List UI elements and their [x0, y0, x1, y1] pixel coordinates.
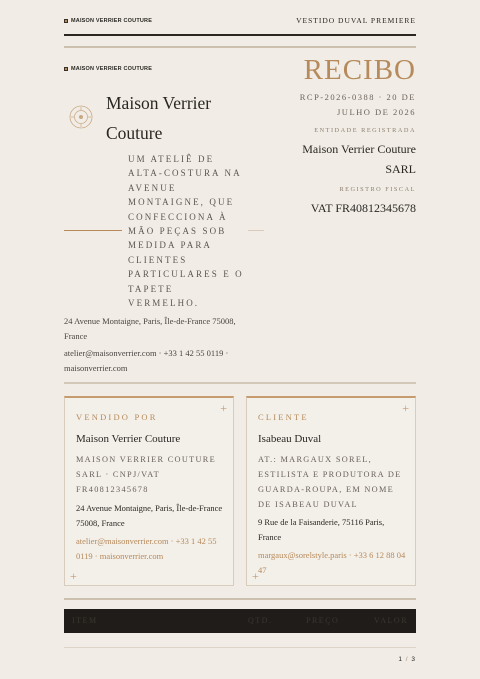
- page-current: 1: [398, 656, 403, 663]
- seller-contact[interactable]: atelier@maisonverrier.com · +33 1 42 55 0119 · maisonverrier.com: [76, 536, 217, 561]
- page-total: 3: [411, 656, 416, 663]
- client-contact[interactable]: margaux@sorelstyle.paris · +33 6 12 88 04 47: [258, 550, 406, 575]
- col-value-header: VALOR: [374, 616, 409, 625]
- company-name: Maison Verrier Couture: [106, 93, 212, 143]
- seller-description: MAISON VERRIER COUTURE SARL · CNPJ/VAT FR40812345678: [76, 455, 216, 494]
- client-description: AT.: MARGAUX SOREL, ESTILISTA E PRODUTORA DE GUARDA-ROUPA, EM NOME DE ISABEAU DUVAL: [258, 455, 402, 509]
- plus-ornament-icon: +: [252, 569, 259, 583]
- client-card: [246, 396, 416, 586]
- plus-ornament-icon: +: [70, 569, 77, 583]
- page-separator: /: [405, 656, 409, 663]
- plus-ornament-icon: +: [220, 401, 227, 415]
- seller-card: [64, 396, 234, 586]
- table-top-rule: [64, 598, 416, 600]
- receipt-title: RECIBO: [303, 54, 416, 86]
- col-qty-header: QTD.: [248, 616, 273, 625]
- atelier-seal-icon: [69, 105, 93, 129]
- company-address: 24 Avenue Montaigne, Paris, Île-de-France 75008, France: [64, 316, 236, 341]
- header-rule: [64, 34, 416, 36]
- company-tagline: UM ATELIÊ DE ALTA-COSTURA NA AVENUE MONTAIGNE, QUE CONFECCIONA À MÃO PEÇAS SOB MEDIDA PARA CLIENTES PARTICULARES E O TAPETE VERMELHO.: [128, 154, 244, 309]
- items-table-header: [64, 609, 416, 633]
- receipt-number-date: RCP-2026-0388 · 20 DE JULHO DE 2026: [299, 92, 416, 117]
- client-name: Isabeau Duval: [258, 433, 322, 445]
- seller-address: 24 Avenue Montaigne, Paris, Île-de-France 75008, France: [76, 503, 223, 528]
- tax-label: REGISTRO FISCAL: [339, 186, 416, 193]
- footer-rule: [64, 647, 416, 648]
- section-rule: [64, 382, 416, 384]
- brand-square-icon: [64, 67, 68, 71]
- brand-mark: [64, 66, 152, 72]
- brand-mark-text: MAISON VERRIER COUTURE: [71, 66, 153, 72]
- entity-label: ENTIDADE REGISTRADA: [314, 127, 416, 134]
- plus-ornament-icon: +: [402, 401, 409, 415]
- company-contact: atelier@maisonverrier.com · +33 1 42 55 0119 · maisonverrier.com: [64, 348, 229, 373]
- seller-name: Maison Verrier Couture: [76, 433, 181, 445]
- col-item-header: ITEM: [72, 616, 98, 625]
- tax-value: VAT FR40812345678: [310, 201, 416, 215]
- seller-label: VENDIDO POR: [76, 412, 158, 422]
- page-indicator: [398, 656, 416, 663]
- header-brand-text: MAISON VERRIER COUTURE: [71, 18, 153, 24]
- tagline-rule-right: [248, 230, 264, 231]
- client-address: 9 Rue de la Faisanderie, 75116 Paris, France: [258, 517, 385, 542]
- header-doc-title: VESTIDO DUVAL PREMIERE: [296, 16, 416, 25]
- tagline-rule-left: [64, 230, 122, 231]
- header-gold-rule: [64, 46, 416, 48]
- brand-square-icon: [64, 19, 68, 23]
- client-label: CLIENTE: [258, 412, 309, 422]
- header-brand: [64, 18, 152, 24]
- col-price-header: PREÇO: [306, 616, 340, 625]
- entity-value: Maison Verrier Couture SARL: [302, 142, 416, 176]
